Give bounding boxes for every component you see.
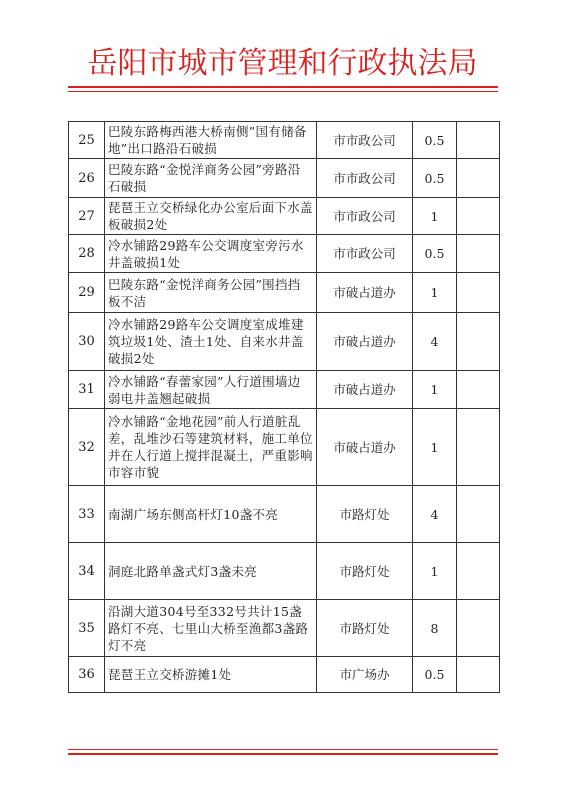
row-unit: 市破占道办 (317, 273, 413, 313)
row-description: 沿湖大道304号至332号共计15盏路灯不亮、七里山大桥至渔都3盏路灯不亮 (105, 600, 317, 657)
row-number: 25 (69, 122, 105, 159)
row-description: 洞庭北路单盏式灯3盏未亮 (105, 543, 317, 600)
row-extra (457, 198, 500, 235)
footer-rule-top (68, 749, 498, 750)
table-row (69, 159, 500, 198)
row-extra (457, 235, 500, 273)
row-score: 4 (413, 486, 457, 543)
row-score: 8 (413, 600, 457, 657)
issues-table (68, 121, 500, 693)
row-description: 琵琶王立交桥游摊1处 (105, 657, 317, 693)
row-description: 冷水铺路29路车公交调度室成堆建筑垃圾1处、渣土1处、自来水井盖破损2处 (105, 313, 317, 371)
letterhead-title: 岳阳市城市管理和行政执法局 (87, 46, 478, 81)
table-row (69, 313, 500, 371)
row-score: 1 (413, 273, 457, 313)
table-row (69, 235, 500, 273)
row-score: 1 (413, 371, 457, 409)
row-description: 冷水铺路“金地花园”前人行道脏乱差，乱堆沙石等建筑材料，施工单位并在人行道上搅拌混凝土，严重影响市容市貌 (105, 409, 317, 486)
row-unit: 市破占道办 (317, 371, 413, 409)
table-row (69, 600, 500, 657)
row-score: 1 (413, 543, 457, 600)
row-extra (457, 159, 500, 198)
row-description: 巴陵东路“金悦洋商务公园”围挡挡板不洁 (105, 273, 317, 313)
row-score: 4 (413, 313, 457, 371)
row-score: 1 (413, 409, 457, 486)
row-score: 0.5 (413, 122, 457, 159)
row-number: 30 (69, 313, 105, 371)
row-number: 36 (69, 657, 105, 693)
row-unit: 市路灯处 (317, 486, 413, 543)
row-score: 0.5 (413, 159, 457, 198)
table-row (69, 409, 500, 486)
row-unit: 市破占道办 (317, 409, 413, 486)
table-row (69, 371, 500, 409)
table-row (69, 122, 500, 159)
footer-rule-bottom (68, 753, 498, 755)
table-row (69, 486, 500, 543)
row-unit: 市市政公司 (317, 122, 413, 159)
row-score: 0.5 (413, 235, 457, 273)
row-number: 32 (69, 409, 105, 486)
row-description: 冷水铺路“春蕾家园”人行道围墙边弱电井盖翘起破损 (105, 371, 317, 409)
row-extra (457, 543, 500, 600)
row-score: 0.5 (413, 657, 457, 693)
row-unit: 市市政公司 (317, 159, 413, 198)
row-number: 27 (69, 198, 105, 235)
row-description: 琵琶王立交桥绿化办公室后面下水盖板破损2处 (105, 198, 317, 235)
row-unit: 市市政公司 (317, 235, 413, 273)
row-unit: 市路灯处 (317, 600, 413, 657)
table-row (69, 543, 500, 600)
row-number: 31 (69, 371, 105, 409)
row-description: 巴陵东路“金悦洋商务公园”旁路沿石破损 (105, 159, 317, 198)
row-extra (457, 600, 500, 657)
row-number: 34 (69, 543, 105, 600)
row-extra (457, 657, 500, 693)
row-number: 33 (69, 486, 105, 543)
row-unit: 市破占道办 (317, 313, 413, 371)
row-unit: 市市政公司 (317, 198, 413, 235)
row-score: 1 (413, 198, 457, 235)
table-row (69, 273, 500, 313)
row-number: 26 (69, 159, 105, 198)
row-extra (457, 409, 500, 486)
table-row (69, 657, 500, 693)
row-extra (457, 486, 500, 543)
row-extra (457, 371, 500, 409)
row-number: 35 (69, 600, 105, 657)
row-extra (457, 313, 500, 371)
row-description: 巴陵东路梅西港大桥南侧”国有储备地”出口路沿石破损 (105, 122, 317, 159)
header-rule-bottom (68, 91, 498, 92)
row-unit: 市路灯处 (317, 543, 413, 600)
table-row (69, 198, 500, 235)
row-extra (457, 273, 500, 313)
row-number: 29 (69, 273, 105, 313)
header-rule-top (68, 86, 498, 88)
row-description: 南湖广场东侧高杆灯10盏不亮 (105, 486, 317, 543)
row-unit: 市广场办 (317, 657, 413, 693)
row-number: 28 (69, 235, 105, 273)
row-description: 冷水铺路29路车公交调度室旁污水井盖破损1处 (105, 235, 317, 273)
row-extra (457, 122, 500, 159)
